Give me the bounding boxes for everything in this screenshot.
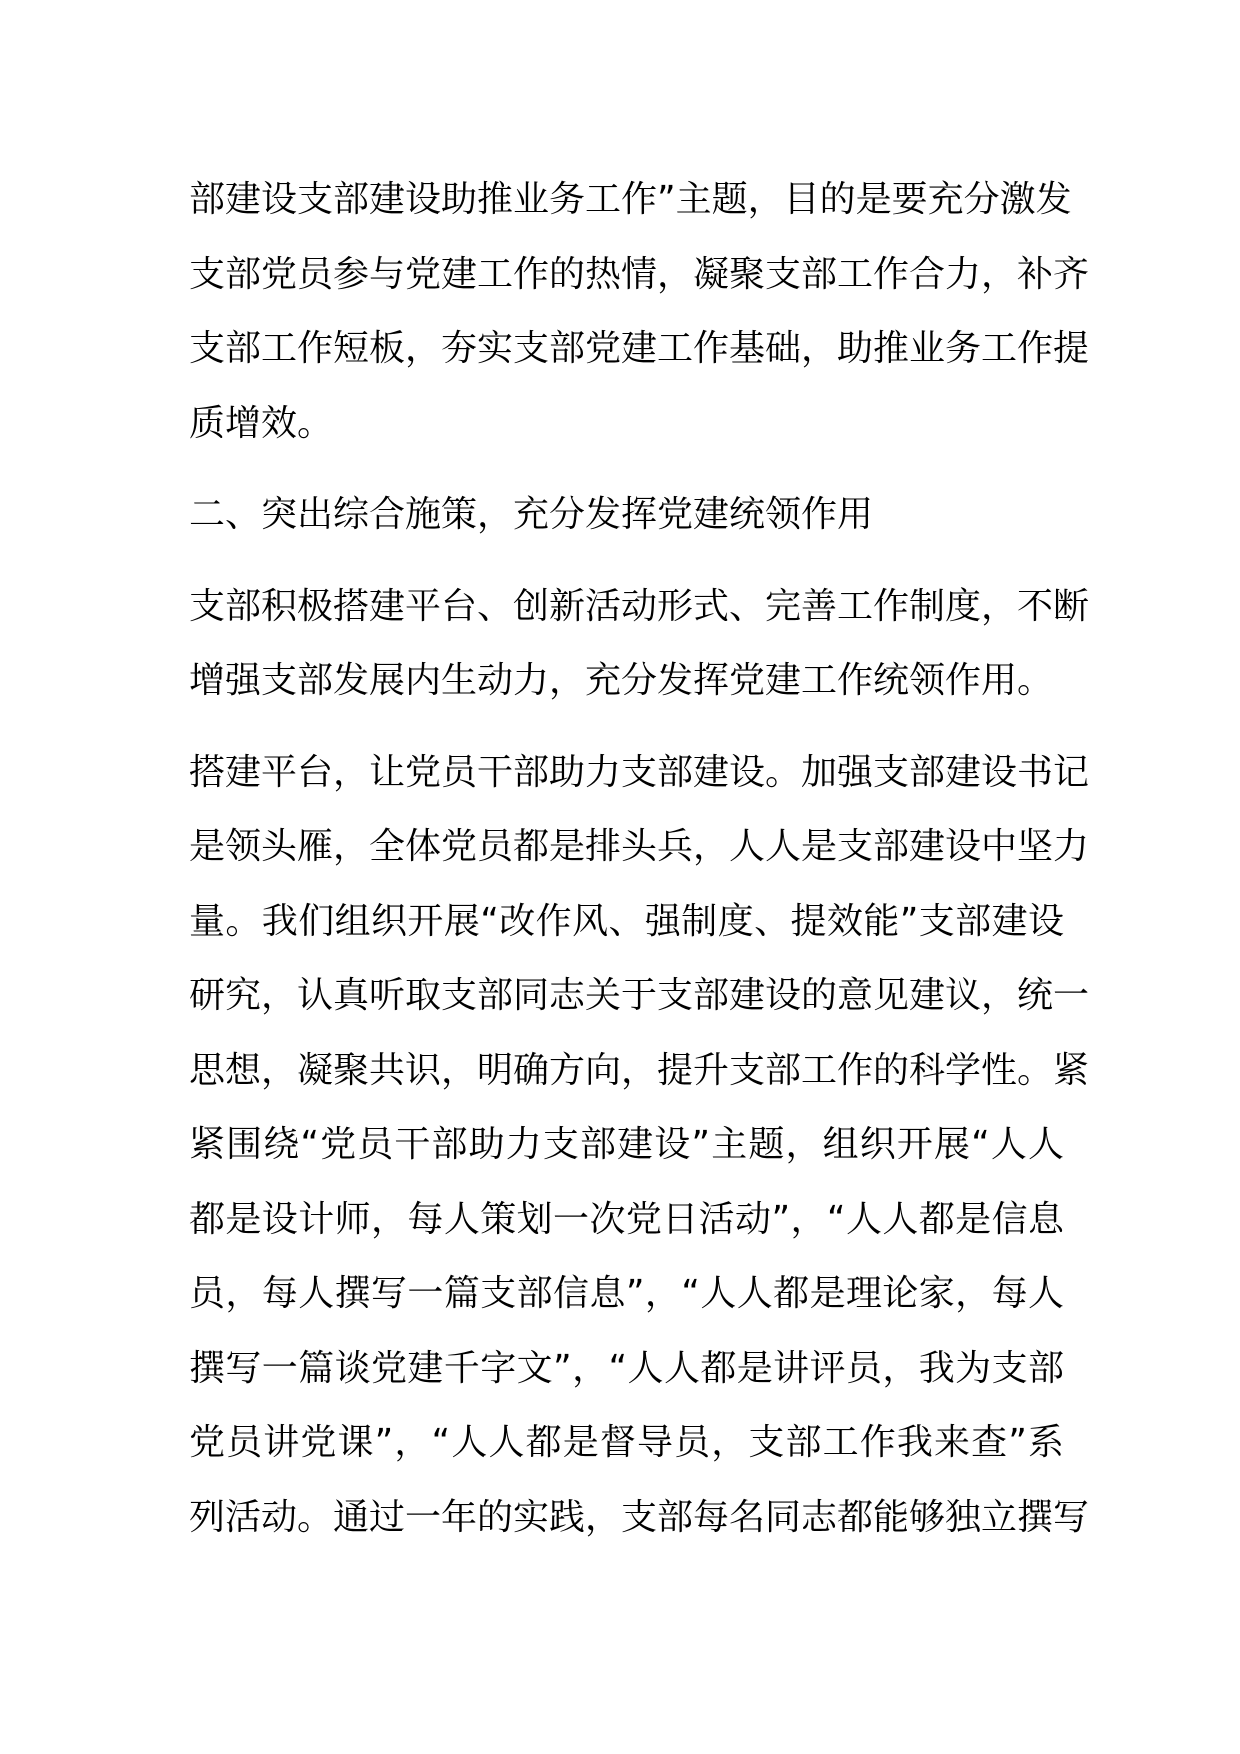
text-line: 量。我们组织开展“改作风、强制度、提效能”支部建设 — [189, 900, 1064, 942]
text-line: 支部党员参与党建工作的热情，凝聚支部工作合力，补齐 — [189, 253, 1090, 295]
text-line: 思想，凝聚共识，明确方向，提升支部工作的科学性。紧 — [189, 1049, 1090, 1091]
text-line: 支部工作短板，夯实支部党建工作基础，助推业务工作提 — [189, 328, 1090, 369]
document-body — [189, 163, 1090, 1572]
text-line: 员，每人撰写一篇支部信息”，“人人都是理论家，每人 — [189, 1273, 1064, 1314]
text-line: 是领头雁，全体党员都是排头兵，人人是支部建设中坚力 — [189, 826, 1090, 867]
heading-line: 二、突出综合施策，充分发挥党建统领作用 — [189, 494, 874, 535]
text-line: 搭建平台，让党员干部助力支部建设。加强支部建设书记 — [189, 751, 1090, 793]
text-line: 部建设支部建设助推业务工作”主题，目的是要充分激发 — [189, 179, 1072, 220]
text-line: 党员讲党课”，“人人都是督导员，支部工作我来查”系 — [189, 1422, 1064, 1463]
paragraph-3 — [189, 736, 1090, 1556]
text-line: 质增效。 — [189, 402, 334, 444]
paragraph-1 — [189, 163, 1090, 461]
text-line: 紧围绕“党员干部助力支部建设”主题，组织开展“人人 — [189, 1124, 1064, 1165]
text-line: 列活动。通过一年的实践，支部每名同志都能够独立撰写 — [189, 1496, 1090, 1538]
text-line: 支部积极搭建平台、创新活动形式、完善工作制度，不断 — [189, 585, 1090, 627]
text-line: 撰写一篇谈党建千字文”，“人人都是讲评员，我为支部 — [189, 1347, 1064, 1389]
text-line: 都是设计师，每人策划一次党日活动”，“人人都是信息 — [189, 1198, 1064, 1240]
section-heading — [189, 478, 1064, 553]
text-line: 研究，认真听取支部同志关于支部建设的意见建议，统一 — [189, 975, 1090, 1016]
paragraph-2 — [189, 570, 1090, 719]
text-line: 增强支部发展内生动力，充分发挥党建工作统领作用。 — [189, 660, 1054, 701]
